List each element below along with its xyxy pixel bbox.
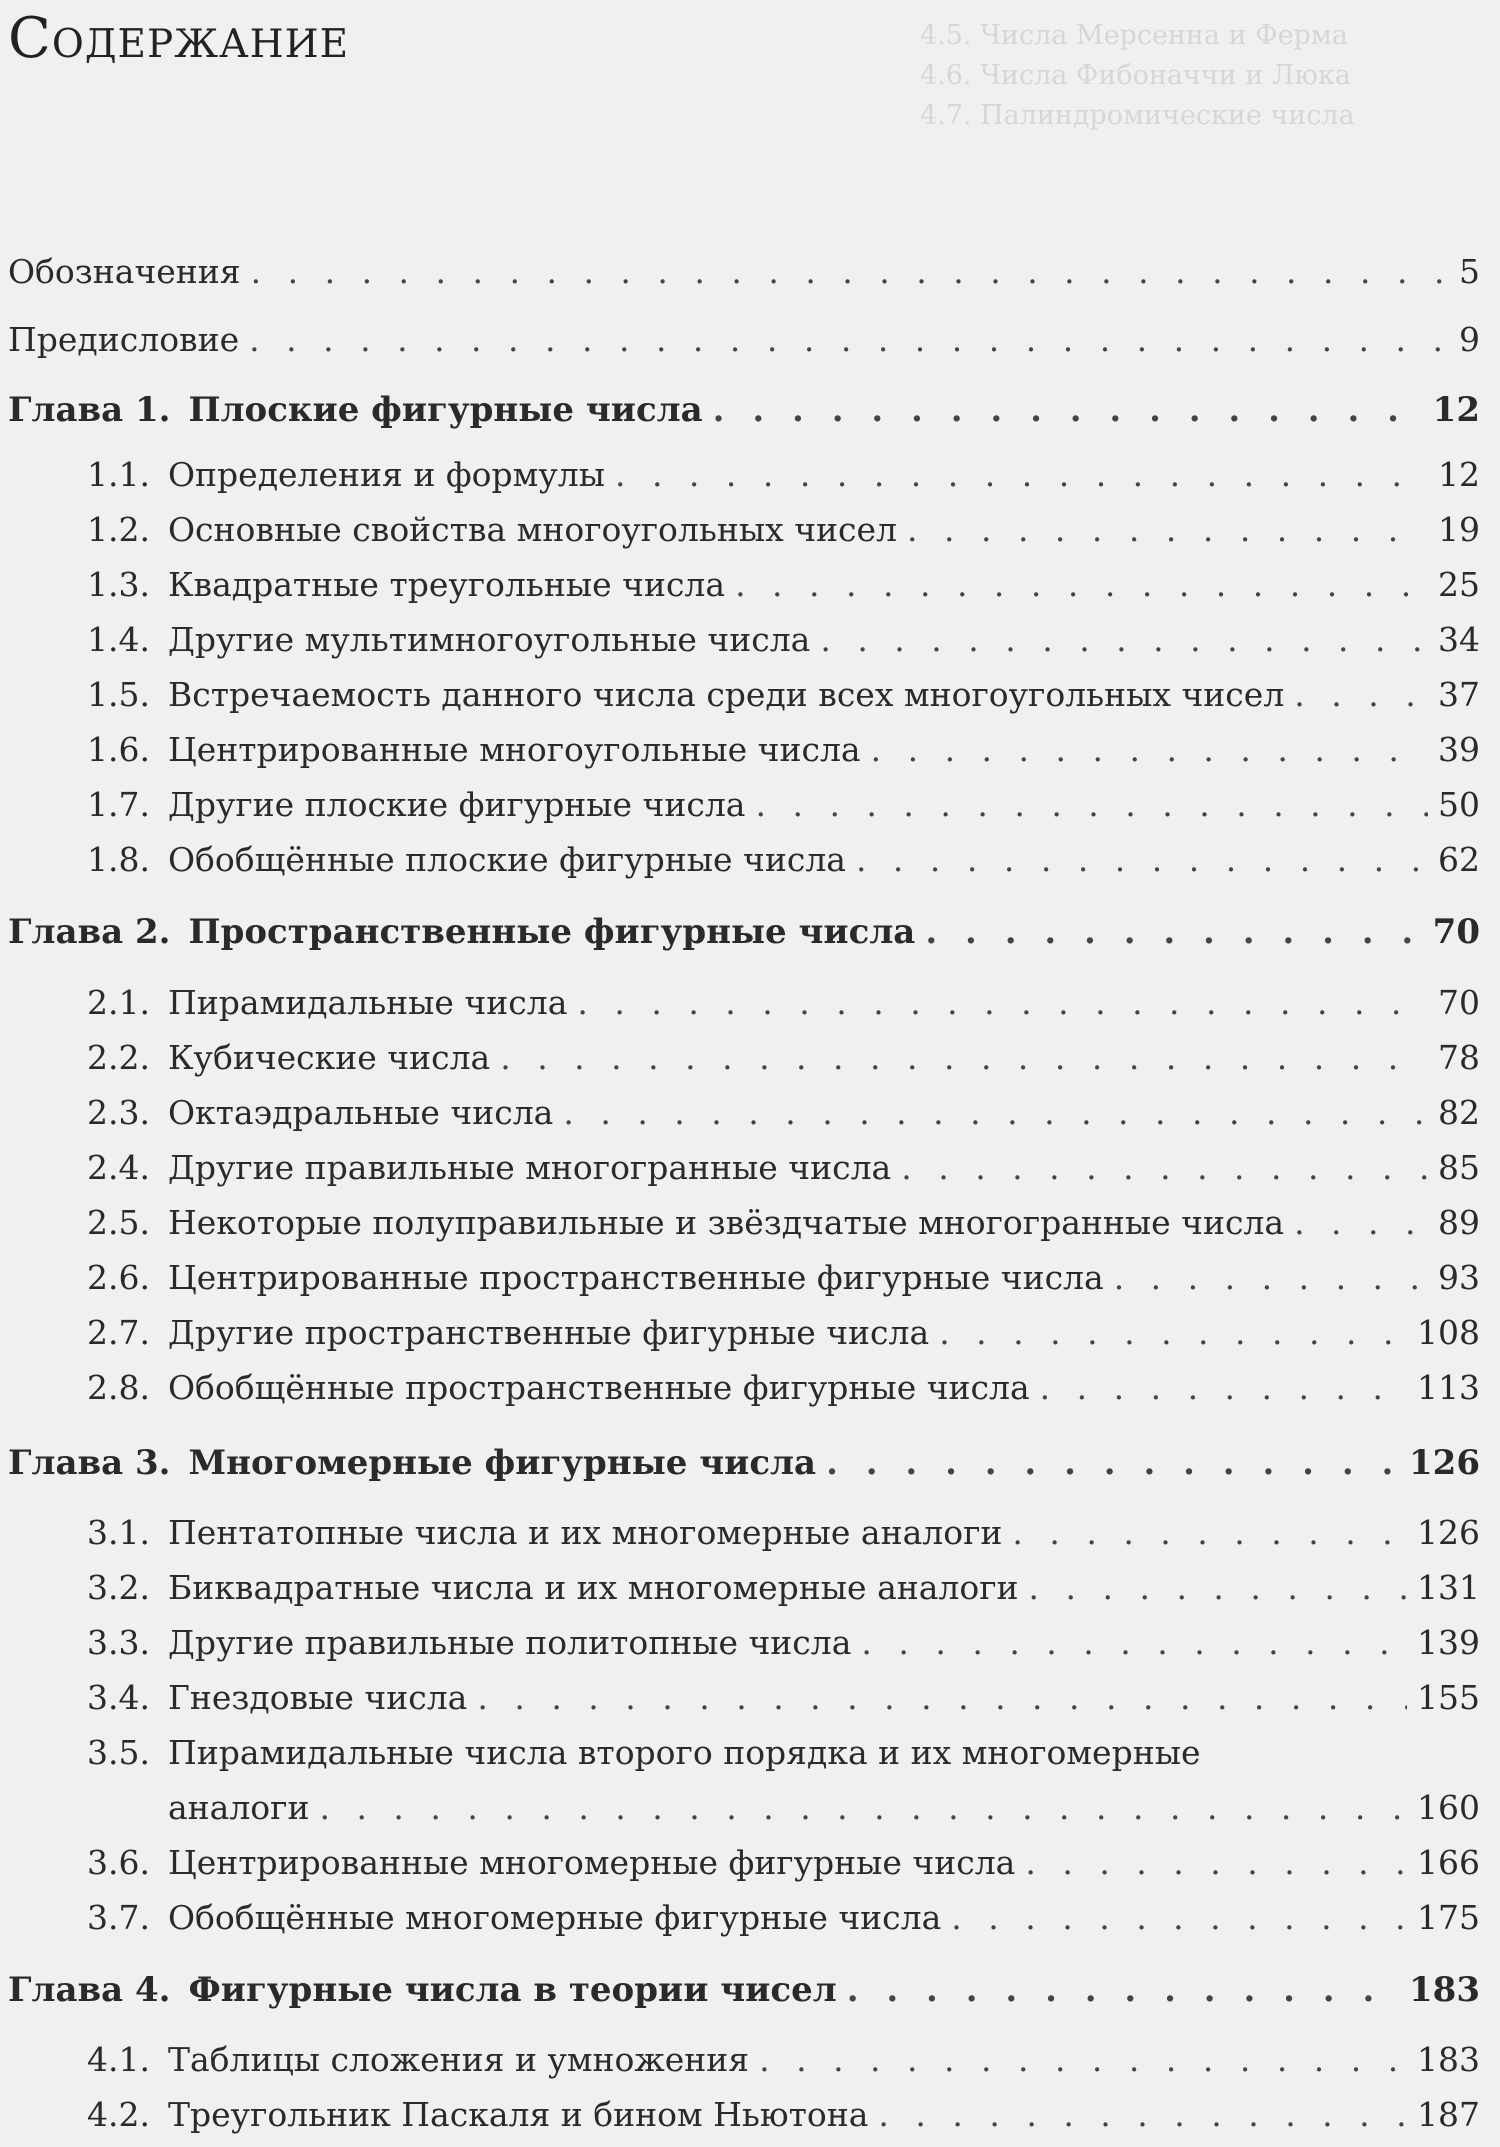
section-number: 4.2. (87, 2095, 150, 2134)
section-title: Пентатопные числа и их многомерные аналоги (168, 1513, 1003, 1552)
dot-leader (939, 1313, 1407, 1353)
section-title: Квадратные треугольные числа (168, 565, 726, 604)
dot-leader (1025, 1843, 1407, 1883)
section-title: Биквадратные числа и их многомерные аналоги (168, 1568, 1019, 1607)
section-page: 50 (1438, 785, 1480, 824)
dot-leader (577, 983, 1428, 1023)
section-title: Кубические числа (168, 1038, 491, 1077)
section-title: Другие правильные политопные числа (168, 1623, 852, 1662)
section-number: 3.6. (87, 1843, 150, 1882)
entry-page: 9 (1459, 320, 1480, 359)
section-title: Пирамидальные числа второго порядка и их многомерные (168, 1733, 1201, 1772)
dot-leader (907, 510, 1428, 550)
section-number: 1.6. (87, 730, 150, 769)
section-number: 1.2. (87, 510, 150, 549)
section-page: 70 (1438, 983, 1480, 1022)
section-number: 1.4. (87, 620, 150, 659)
section-title: Основные свойства многоугольных чисел (168, 510, 897, 549)
section-number: 3.3. (87, 1623, 150, 1662)
section-title: Другие пространственные фигурные числа (168, 1313, 930, 1352)
toc-section[interactable] (0, 2040, 1480, 2080)
toc-section[interactable] (0, 983, 1480, 1023)
toc-section[interactable] (0, 1898, 1480, 1938)
dot-leader (847, 1970, 1399, 2010)
section-page: 19 (1438, 510, 1480, 549)
section-number: 2.8. (87, 1368, 150, 1407)
toc-section[interactable] (0, 620, 1480, 660)
section-title: Гнездовые числа (168, 1678, 468, 1717)
section-title: Октаэдральные числа (168, 1093, 554, 1132)
toc-section[interactable] (0, 785, 1480, 825)
chapter-label: Глава 3. (8, 1443, 171, 1483)
section-title: Центрированные многомерные фигурные числа (168, 1843, 1016, 1882)
toc-section[interactable] (0, 730, 1480, 770)
section-page: 93 (1438, 1258, 1480, 1297)
dot-leader (500, 1038, 1428, 1078)
section-title-continuation: аналоги (168, 1788, 310, 1827)
dot-leader (901, 1148, 1428, 1188)
toc-section[interactable] (0, 1843, 1480, 1883)
dot-leader (249, 320, 1449, 360)
section-title: Другие правильные многогранные числа (168, 1148, 892, 1187)
section-page: 78 (1438, 1038, 1480, 1077)
toc-section[interactable] (0, 840, 1480, 880)
section-number: 3.4. (87, 1678, 150, 1717)
section-number: 1.7. (87, 785, 150, 824)
chapter-page: 12 (1432, 390, 1480, 430)
section-number: 2.2. (87, 1038, 150, 1077)
section-number: 1.3. (87, 565, 150, 604)
chapter-title: Плоские фигурные числа (188, 390, 703, 430)
dot-leader (755, 785, 1428, 825)
toc-section[interactable] (0, 1568, 1480, 1608)
section-number: 3.1. (87, 1513, 150, 1552)
dot-leader (251, 252, 1449, 292)
show-through-line: 4.5. Числа Мерсенна и Ферма (920, 20, 1348, 51)
section-title: Центрированные пространственные фигурные числа (168, 1258, 1104, 1297)
section-page: 126 (1417, 1513, 1480, 1552)
section-page: 25 (1438, 565, 1480, 604)
dot-leader (759, 2040, 1407, 2080)
dot-leader (871, 730, 1428, 770)
dot-leader (951, 1898, 1407, 1938)
section-page: 37 (1438, 675, 1480, 714)
section-number: 2.5. (87, 1203, 150, 1242)
section-page: 113 (1417, 1368, 1480, 1407)
toc-section[interactable] (0, 1038, 1480, 1078)
toc-section[interactable] (0, 455, 1480, 495)
toc-section-wrapped[interactable] (0, 1733, 1480, 1773)
toc-section[interactable] (0, 1313, 1480, 1353)
section-title: Центрированные многоугольные числа (168, 730, 861, 769)
toc-section[interactable] (0, 1203, 1480, 1243)
section-number: 4.1. (87, 2040, 150, 2079)
toc-chapter-1[interactable] (0, 390, 1480, 430)
dot-leader (1114, 1258, 1428, 1298)
section-title: Определения и формулы (168, 455, 605, 494)
toc-section[interactable] (0, 510, 1480, 550)
chapter-page: 70 (1432, 912, 1480, 952)
dot-leader (615, 455, 1428, 495)
section-number: 2.7. (87, 1313, 150, 1352)
toc-section[interactable] (0, 1678, 1480, 1718)
section-page: 85 (1438, 1148, 1480, 1187)
section-number: 2.3. (87, 1093, 150, 1132)
page-title: Содержание (8, 6, 350, 71)
entry-page: 5 (1459, 252, 1480, 291)
section-title: Другие плоские фигурные числа (168, 785, 746, 824)
section-page: 108 (1417, 1313, 1480, 1352)
section-number: 2.4. (87, 1148, 150, 1187)
dot-leader (477, 1678, 1407, 1718)
toc-section[interactable] (0, 1368, 1480, 1408)
section-number: 3.7. (87, 1898, 150, 1937)
section-number: 1.1. (87, 455, 150, 494)
dot-leader (925, 912, 1422, 952)
toc-chapter-2[interactable] (0, 912, 1480, 952)
show-through-line: 4.7. Палиндромические числа (920, 100, 1355, 131)
toc-section[interactable] (0, 1623, 1480, 1663)
section-title: Обобщённые пространственные фигурные числа (168, 1368, 1030, 1407)
toc-section[interactable] (0, 2095, 1480, 2135)
chapter-label: Глава 2. (8, 912, 171, 952)
toc-section[interactable] (0, 565, 1480, 605)
section-page: 160 (1417, 1788, 1480, 1827)
toc-chapter-4[interactable] (0, 1970, 1480, 2010)
toc-section[interactable] (0, 1093, 1480, 1133)
chapter-title: Фигурные числа в теории чисел (188, 1970, 837, 2010)
toc-section[interactable] (0, 1513, 1480, 1553)
section-title: Обобщённые многомерные фигурные числа (168, 1898, 942, 1937)
section-title: Пирамидальные числа (168, 983, 568, 1022)
dot-leader (861, 1623, 1407, 1663)
toc-section[interactable] (0, 1148, 1480, 1188)
chapter-label: Глава 1. (8, 390, 171, 430)
dot-leader (319, 1788, 1407, 1828)
section-page: 62 (1438, 840, 1480, 879)
chapter-page: 183 (1409, 1970, 1480, 2010)
section-number: 3.2. (87, 1568, 150, 1607)
section-number: 3.5. (87, 1733, 150, 1772)
toc-chapter-3[interactable] (0, 1443, 1480, 1483)
chapter-title: Многомерные фигурные числа (188, 1443, 817, 1483)
section-title: Треугольник Паскаля и бином Ньютона (168, 2095, 869, 2134)
chapter-page: 126 (1409, 1443, 1480, 1483)
section-page: 155 (1417, 1678, 1480, 1717)
dot-leader (563, 1093, 1428, 1133)
section-title: Обобщённые плоские фигурные числа (168, 840, 846, 879)
section-title: Другие мультимногоугольные числа (168, 620, 811, 659)
dot-leader (1029, 1568, 1407, 1608)
section-page: 187 (1417, 2095, 1480, 2134)
chapter-label: Глава 4. (8, 1970, 171, 2010)
section-page: 175 (1417, 1898, 1480, 1937)
section-page: 139 (1417, 1623, 1480, 1662)
dot-leader (735, 565, 1428, 605)
dot-leader (1040, 1368, 1407, 1408)
section-title: Встречаемость данного числа среди всех многоугольных чисел (168, 675, 1285, 714)
toc-section[interactable] (0, 1258, 1480, 1298)
dot-leader (1294, 675, 1428, 715)
section-number: 2.6. (87, 1258, 150, 1297)
section-title: Таблицы сложения и умножения (168, 2040, 750, 2079)
show-through-line: 4.6. Числа Фибоначчи и Люка (920, 60, 1351, 91)
section-number: 1.8. (87, 840, 150, 879)
section-page: 89 (1438, 1203, 1480, 1242)
section-page: 166 (1417, 1843, 1480, 1882)
dot-leader (826, 1443, 1399, 1483)
section-page: 34 (1438, 620, 1480, 659)
section-page: 131 (1417, 1568, 1480, 1607)
section-number: 2.1. (87, 983, 150, 1022)
dot-leader (1012, 1513, 1407, 1553)
section-title: Некоторые полуправильные и звёздчатые многогранные числа (168, 1203, 1285, 1242)
section-page: 183 (1417, 2040, 1480, 2079)
section-number: 1.5. (87, 675, 150, 714)
section-page: 39 (1438, 730, 1480, 769)
dot-leader (713, 390, 1423, 430)
dot-leader (1294, 1203, 1428, 1243)
dot-leader (856, 840, 1428, 880)
toc-entry-preface[interactable] (0, 320, 1480, 360)
section-page: 82 (1438, 1093, 1480, 1132)
section-page: 12 (1438, 455, 1480, 494)
dot-leader (820, 620, 1428, 660)
entry-title: Предисловие (8, 320, 240, 359)
dot-leader (878, 2095, 1407, 2135)
toc-entry-notation[interactable] (0, 252, 1480, 292)
entry-title: Обозначения (8, 252, 241, 291)
toc-section-continuation[interactable] (0, 1788, 1480, 1828)
chapter-title: Пространственные фигурные числа (188, 912, 916, 952)
toc-section[interactable] (0, 675, 1480, 715)
